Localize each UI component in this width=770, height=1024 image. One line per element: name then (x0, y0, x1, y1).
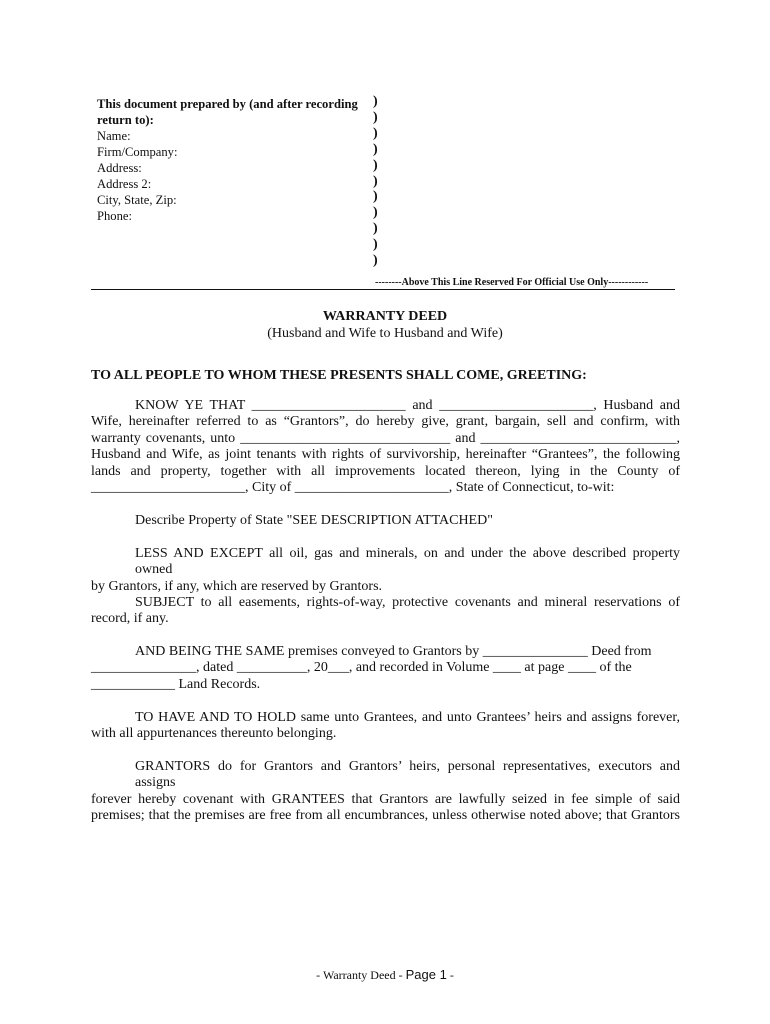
paragraph-line: ______________________, City of ______________________, State of Connecticut, to-wit: (91, 480, 615, 496)
prepared-by-text: This document prepared by (and after recording (97, 97, 358, 111)
paragraph-line: record, if any. (91, 611, 169, 627)
paragraph-line: SUBJECT to all easements, rights-of-way, protective covenants and mineral reservations of (135, 595, 680, 610)
grantors-covenant-paragraph (91, 759, 680, 825)
to-have-and-hold-paragraph (91, 710, 680, 743)
paren: ) (373, 157, 378, 173)
header-divider (91, 289, 675, 290)
document-subtitle: (Husband and Wife to Husband and Wife) (267, 326, 503, 341)
paragraph-line: forever hereby covenant with GRANTEES that Grantors are lawfully seized in fee simple of said (91, 791, 680, 807)
field-name: Name: (97, 129, 131, 143)
paren: ) (373, 94, 378, 109)
field-city-state-zip: City, State, Zip: (97, 193, 177, 207)
subject-paragraph (91, 595, 680, 628)
paragraph-line: Husband and Wife, as joint tenants with rights of survivorship, hereinafter “Grantees”, the following (91, 447, 680, 463)
paren: ) (373, 221, 378, 237)
greeting-heading: TO ALL PEOPLE TO WHOM THESE PRESENTS SHALL COME, GREETING: (91, 368, 587, 383)
field-address: Address: (97, 161, 142, 175)
know-ye-paragraph (91, 398, 680, 496)
field-firm-company: Firm/Company: (97, 145, 178, 159)
reserved-line-text: --------Above This Line Reserved For Official Use Only------------ (375, 277, 649, 288)
paragraph-line: _______________, dated __________, 20___, and recorded in Volume ____ at page ____ of the (91, 660, 632, 676)
paren: ) (373, 205, 378, 221)
footer-label: - Warranty Deed - (316, 968, 406, 982)
paragraph-line: by Grantors, if any, which are reserved by Grantors. (91, 578, 383, 594)
paragraph-line: Describe Property of State "SEE DESCRIPTION ATTACHED" (135, 513, 493, 528)
return-to-text: return to): (97, 113, 154, 127)
paragraph-line: Wife, hereinafter referred to as “Grantors”, do hereby give, grant, bargain, sell and confirm, with (91, 414, 680, 430)
document-title: WARRANTY DEED (322, 309, 448, 324)
paragraph-line: ____________ Land Records. (91, 676, 261, 692)
paren: ) (373, 237, 378, 253)
footer-suffix: - (446, 968, 454, 982)
paragraph-line: lands and property, together with all improvements located thereon, lying in the County of (91, 463, 680, 479)
paren: ) (373, 109, 378, 125)
paren: ) (373, 125, 378, 141)
field-address-2: Address 2: (97, 177, 152, 191)
bracket-column (373, 94, 385, 269)
less-and-except-paragraph (91, 546, 680, 595)
paren: ) (373, 253, 378, 269)
paragraph-line: KNOW YE THAT ______________________ and ______________________, Husband and (135, 398, 680, 413)
paren: ) (373, 189, 378, 205)
being-the-same-paragraph (91, 644, 651, 693)
paragraph-line: TO HAVE AND TO HOLD same unto Grantees, and unto Grantees’ heirs and assigns forever, (135, 710, 680, 725)
preparer-block (97, 96, 372, 224)
paren: ) (373, 173, 378, 189)
paragraph-line: warranty covenants, unto ______________________________ and ____________________________, (91, 430, 680, 446)
describe-property-paragraph (91, 513, 680, 529)
paren: ) (373, 141, 378, 157)
field-phone: Phone: (97, 209, 132, 223)
page-number: Page 1 (405, 967, 447, 982)
page-footer (0, 967, 770, 983)
paragraph-line: premises; that the premises are free from all encumbrances, unless otherwise noted above; that Grantors (91, 808, 680, 824)
paragraph-line: GRANTORS do for Grantors and Grantors’ heirs, personal representatives, executors and assigns (135, 759, 680, 791)
paragraph-line: with all appurtenances thereunto belonging. (91, 726, 337, 742)
paragraph-line: LESS AND EXCEPT all oil, gas and minerals, on and under the above described property owned (135, 546, 680, 578)
paragraph-line: AND BEING THE SAME premises conveyed to Grantors by _______________ Deed from (135, 644, 652, 659)
